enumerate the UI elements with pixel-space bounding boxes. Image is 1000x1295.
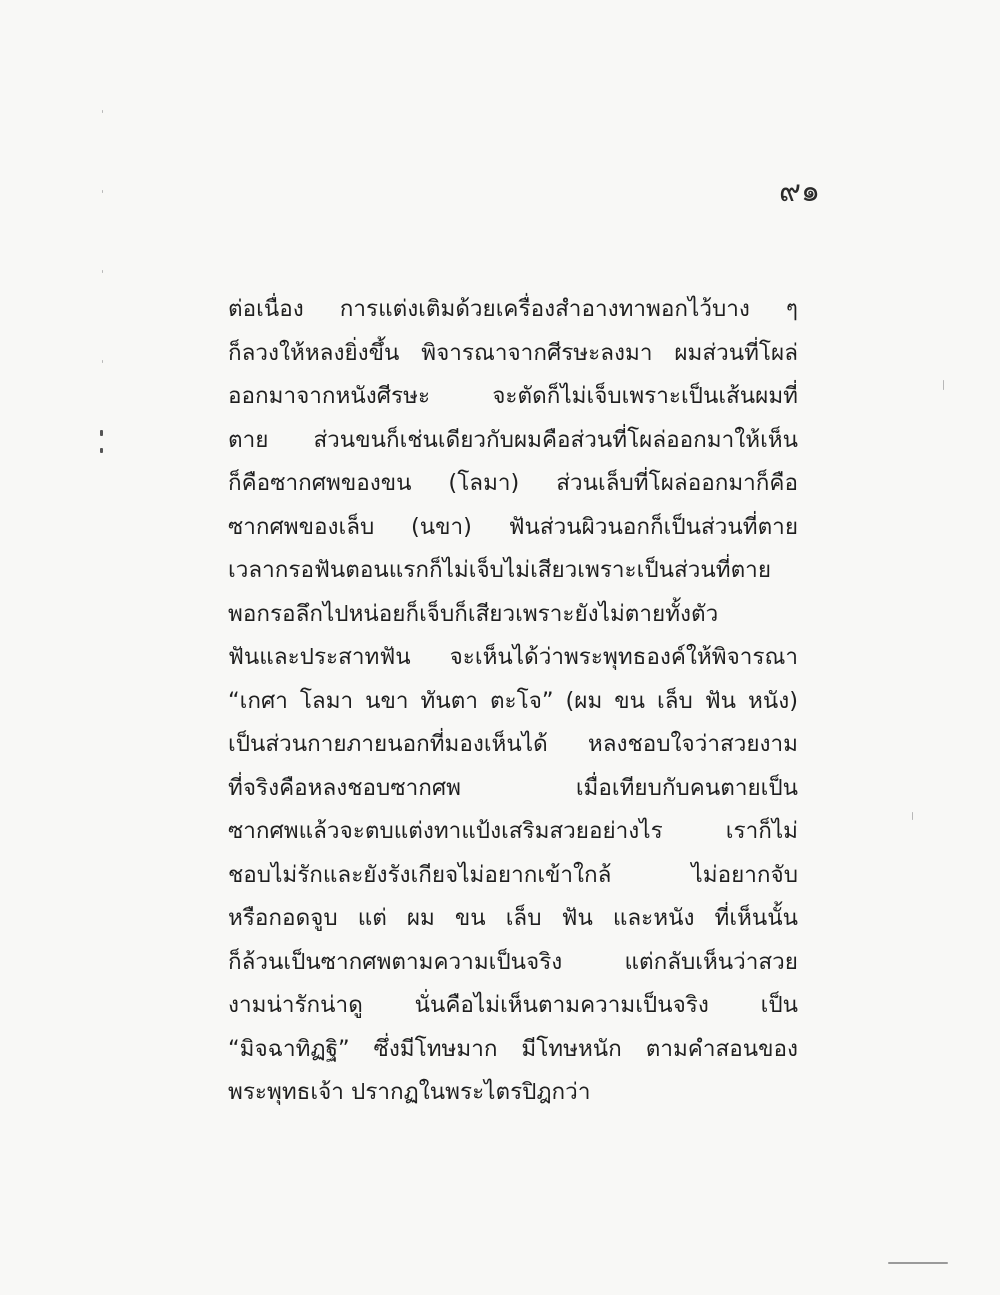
- text-line: ฟันและประสาทฟัน จะเห็นได้ว่าพระพุทธองค์ให้พิจารณา: [228, 644, 798, 670]
- text-line: “เกศา โลมา นขา ทันตา ตะโจ” (ผม ขน เล็บ ฟัน หนัง): [228, 687, 798, 714]
- text-line: ต่อเนื่อง การแต่งเติมด้วยเครื่องสำอางทาพอกไว้บาง ๆ: [228, 296, 798, 322]
- scan-speck: [943, 380, 944, 390]
- scan-speck: [102, 190, 103, 193]
- text-line: ซากศพแล้วจะตบแต่งทาแป้งเสริมสวยอย่างไร เราก็ไม่: [228, 818, 798, 844]
- text-line: เวลากรอฟันตอนแรกก็ไม่เจ็บไม่เสียวเพราะเป็นส่วนที่ตาย: [228, 557, 771, 583]
- text-line: พอกรอลึกไปหน่อยก็เจ็บก็เสียวเพราะยังไม่ตายทั้งตัว: [228, 600, 719, 627]
- text-line: ก็ลวงให้หลงยิ่งขึ้น พิจารณาจากศีรษะลงมา ผมส่วนที่โผล่: [228, 339, 798, 366]
- scan-speck: [102, 360, 103, 363]
- text-line: ก็ล้วนเป็นซากศพตามความเป็นจริง แต่กลับเห็นว่าสวย: [228, 948, 798, 975]
- scan-speck: [102, 270, 103, 273]
- text-line: ที่จริงคือหลงชอบซากศพ เมื่อเทียบกับคนตายเป็น: [228, 774, 798, 801]
- text-line: หรือกอดจูบ แต่ ผม ขน เล็บ ฟัน และหนัง ที่เห็นนั้น: [228, 905, 798, 931]
- scan-speck: [100, 448, 103, 453]
- page-number: ๙๑: [778, 174, 820, 209]
- text-line: ก็คือซากศพของขน (โลมา) ส่วนเล็บที่โผล่ออกมาก็คือ: [228, 470, 798, 496]
- text-line: พระพุทธเจ้า ปรากฏในพระไตรปิฎกว่า: [228, 1079, 591, 1105]
- text-line: “มิจฉาทิฏฐิ” ซึ่งมีโทษมาก มีโทษหนัก ตามคำสอนของ: [228, 1035, 798, 1062]
- text-line: ตาย ส่วนขนก็เช่นเดียวกับผมคือส่วนที่โผล่ออกมาให้เห็น: [228, 426, 798, 453]
- scan-speck: [102, 110, 103, 113]
- body-text: [228, 288, 798, 1115]
- text-line: งามน่ารักน่าดู นั่นคือไม่เห็นตามความเป็นจริง เป็น: [228, 992, 798, 1018]
- scan-speck: [100, 430, 103, 436]
- text-line: ชอบไม่รักและยังรังเกียจไม่อยากเข้าใกล้ ไม่อยากจับ: [228, 861, 798, 888]
- text-line: เป็นส่วนกายภายนอกที่มองเห็นได้ หลงชอบใจว่าสวยงาม: [228, 731, 798, 757]
- text-line: ออกมาจากหนังศีรษะ จะตัดก็ไม่เจ็บเพราะเป็นเส้นผมที่: [228, 383, 798, 409]
- text-line: ซากศพของเล็บ (นขา) ฟันส่วนผิวนอกก็เป็นส่วนที่ตาย: [228, 513, 798, 540]
- scan-speck: [888, 1262, 948, 1264]
- scan-speck: [912, 812, 913, 820]
